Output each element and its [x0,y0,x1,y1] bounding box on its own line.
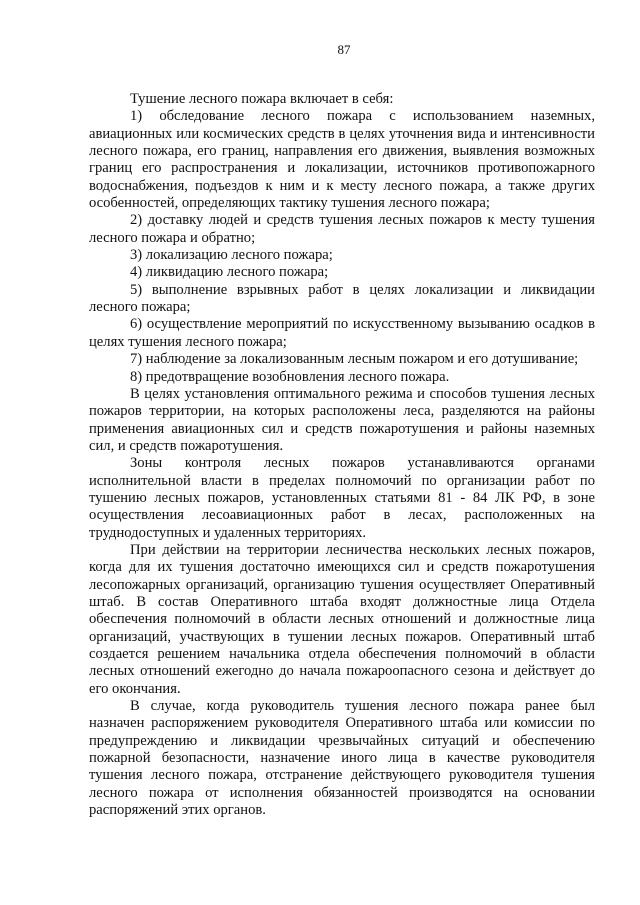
list-item-2: 2) доставку людей и средств тушения лесных пожаров к месту тушения лесного пожара и обратно; [89,212,595,246]
list-item-4: 4) ликвидацию лесного пожара; [130,264,329,281]
list-item-1: 1) обследование лесного пожара с использованием наземных, авиационных или космических средств в целях уточнения вида и интенсивности лесного пожара, его границ, направления его движения, выявления возможных границ его распространения и локализации, источников противопожарного водоснабжения, подъездов к ним и к месту лесного пожара, а также других особенностей, определяющих тактику тушения лесного пожара; [89,108,595,212]
document-body [89,91,595,819]
paragraph-leader-replacement: В случае, когда руководитель тушения лесного пожара ранее был назначен распоряжением руководителя Оперативного штаба или комиссии по предупреждению и ликвидации чрезвычайных ситуаций и обеспечению пожарной безопасности, назначение иного лица в качестве руководителя тушения лесного пожара, отстранение действующего руководителя тушения лесного пожара от исполнения обязанностей производятся на основании распоряжений этих органов. [89,698,595,819]
paragraph-operative-staff: При действии на территории лесничества нескольких лесных пожаров, когда для их тушения достаточно имеющихся сил и средств пожаротушения лесопожарных организаций, организацию тушения осуществляет Оперативный штаб. В состав Оперативного штаба входят должностные лица Отдела обеспечения полномочий в области лесных отношений и должностные лица организаций, участвующих в тушении лесных пожаров. Оперативный штаб создается решением начальника отдела обеспечения полномочий в области лесных отношений ежегодно до начала пожароопасного сезона и действует до его окончания. [89,541,595,697]
list-item-7: 7) наблюдение за локализованным лесным пожаром и его дотушивание; [130,351,579,368]
paragraph-control-zones: Зоны контроля лесных пожаров устанавливаются органами исполнительной власти в пределах полномочий по организации работ по тушению лесных пожаров, установленных статьями 81 - 84 ЛК РФ, в зоне осуществления лесоавиационных работ в лесах, расположенных на труднодоступных и удаленных территориях. [89,455,595,541]
list-item-5: 5) выполнение взрывных работ в целях локализации и ликвидации лесного пожара; [89,281,595,316]
list-item-3: 3) локализацию лесного пожара; [130,247,333,264]
list-item-6: 6) осуществление мероприятий по искусственному вызыванию осадков в целях тушения лесного пожара; [89,316,595,350]
paragraph-intro: Тушение лесного пожара включает в себя: [130,91,394,107]
list-item-8: 8) предотвращение возобновления лесного пожара. [130,368,450,385]
paragraph-zones-methods: В целях установления оптимального режима и способов тушения лесных пожаров территории, на которых расположены леса, разделяются на районы применения авиационных сил и средств пожаротушения и районы наземных сил, и средств пожаротушения. [89,385,595,454]
page-number: 87 [337,42,351,57]
